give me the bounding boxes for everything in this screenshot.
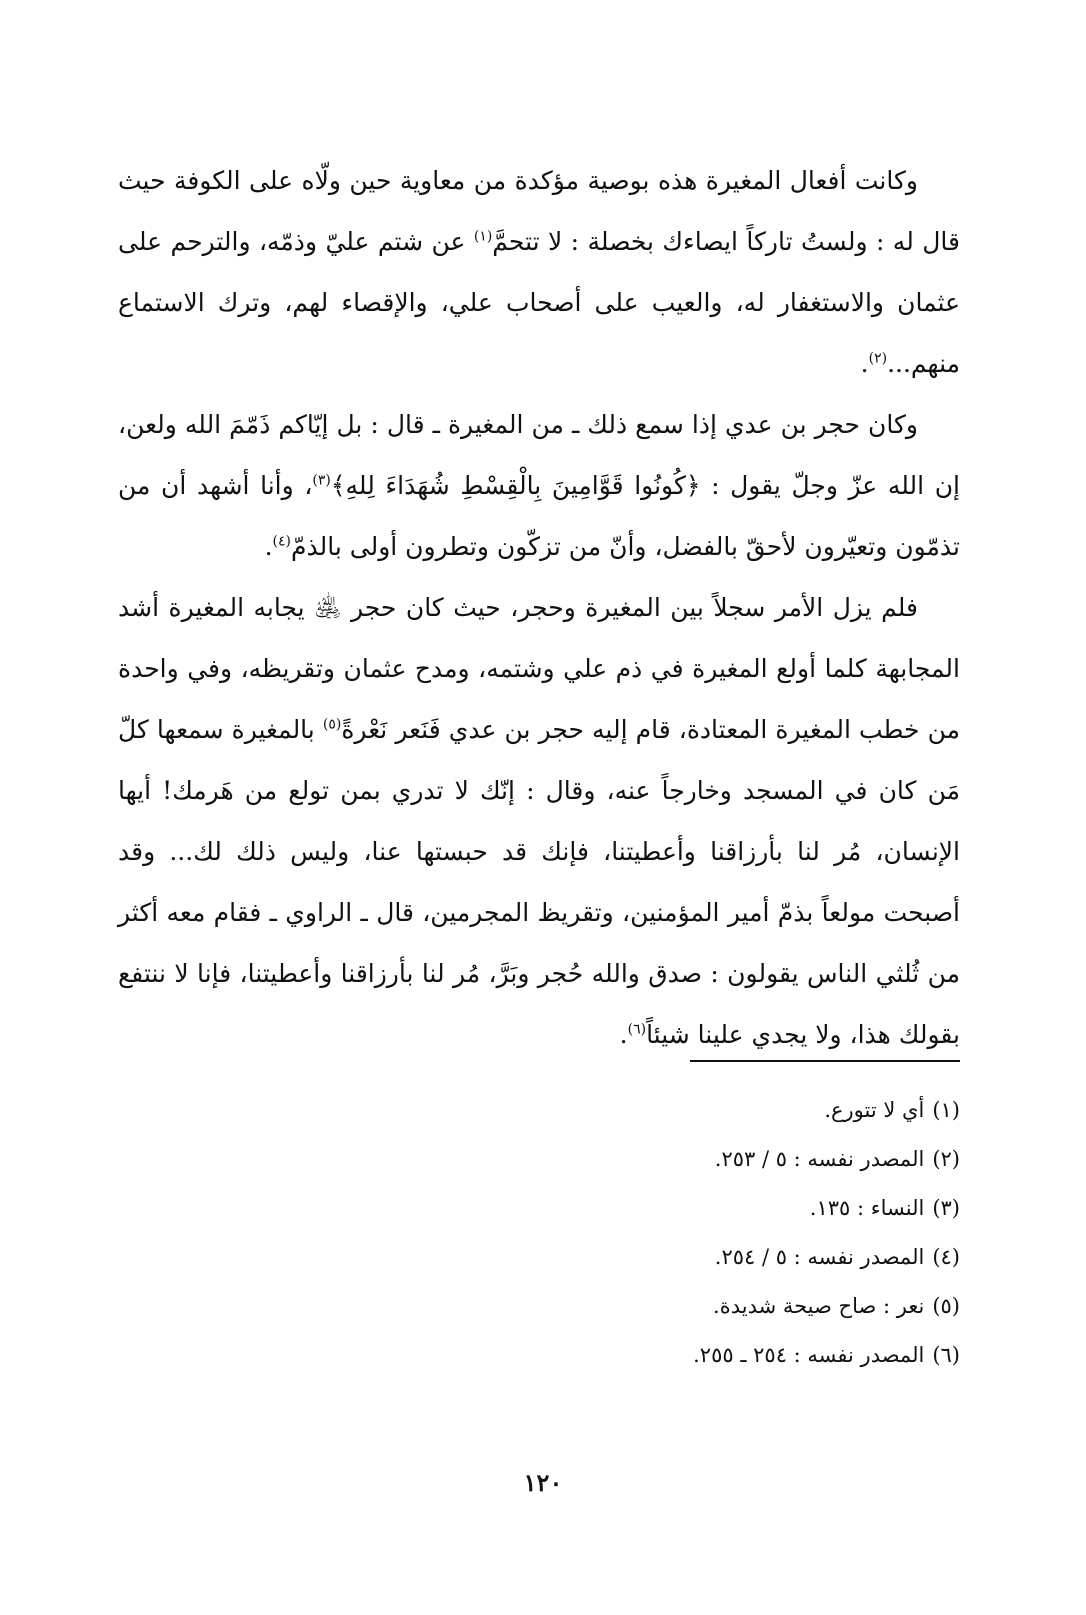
footnote-3 (500, 1184, 960, 1233)
paragraph-2-text-3: . (264, 532, 273, 561)
paragraph-2-text-2: ، وأنا أشهد أن من تذمّون وتعيّرون لأحقّ بالفضل، وأنّ من تزكّون وتطرون أولى بالذمّ (118, 471, 960, 561)
footnote-ref-2: (٢) (868, 350, 888, 367)
footnote-number: (١) (932, 1098, 960, 1122)
paragraph-3 (118, 577, 960, 1065)
footnote-number: (٢) (932, 1147, 960, 1171)
footnote-text: المصدر نفسه : ٥ / ٢٥٤. (714, 1245, 925, 1269)
footnote-2 (500, 1135, 960, 1184)
footnote-6 (500, 1331, 960, 1380)
page-number: ١٢٠ (523, 1468, 563, 1497)
footnote-text: النساء : ١٣٥. (809, 1196, 925, 1220)
footnote-ref-3: (٣) (312, 472, 331, 489)
footnote-text: المصدر نفسه : ٢٥٤ ـ ٢٥٥. (693, 1343, 925, 1367)
footnote-number: (٦) (932, 1343, 960, 1367)
footnote-text: المصدر نفسه : ٥ / ٢٥٣. (714, 1147, 925, 1171)
paragraph-3-text-2: بالمغيرة سمعها كلّ مَن كان في المسجد وخارجاً عنه، وقال : إنّك لا تدري بمن تولع من هَرمك! أيها الإنسان، مُر لنا بأرزاقنا وأعطيتنا، فإنك قد حبستها عنا، وليس ذلك لك... وقد أصبحت مولعاً بذمّ أمير المؤمنين، وتقريظ المجرمين، قال ـ الراوي ـ فقام معه أكثر من ثُلثي الناس يقولون : صدق والله حُجر وبَرَّ، مُر لنا بأرزاقنا وأعطيتنا، فإنا لا ننتفع بقولك هذا، ولا يجدي علينا شيئاً (118, 715, 960, 1049)
footnote-ref-4: (٤) (272, 533, 292, 550)
footnote-ref-1: (١) (473, 228, 493, 245)
paragraph-1 (118, 150, 960, 394)
paragraph-2 (118, 394, 960, 577)
footnotes-list (500, 1086, 960, 1380)
footnote-ref-6: (٦) (627, 1021, 647, 1038)
footnote-number: (٤) (932, 1245, 960, 1269)
paragraph-2-text-1: وكان حجر بن عدي إذا سمع ذلك ـ من المغيرة ـ قال : بل إيّاكم ذَمّمَ الله ولعن، إن الله عزّ وجلّ يقول : ﴿كُونُوا قَوَّامِينَ بِالْقِسْطِ شُهَدَاءَ لِلهِ﴾ (118, 410, 960, 500)
footnote-number: (٣) (932, 1196, 960, 1220)
paragraph-3-text-3: . (619, 1020, 628, 1049)
footnote-1 (500, 1086, 960, 1135)
main-text (118, 150, 960, 1065)
footnote-4 (500, 1233, 960, 1282)
paragraph-1-text-2: عن شتم عليّ وذمّه، والترحم على عثمان والاستغفار له، والعيب على أصحاب علي، والإقصاء لهم، وترك الاستماع منهم... (118, 227, 961, 378)
footnote-5 (500, 1282, 960, 1331)
paragraph-3-text-1: فلم يزل الأمر سجلاً بين المغيرة وحجر، حيث كان حجر ﵁ يجابه المغيرة أشد المجابهة كلما أولع المغيرة في ذم علي وشتمه، ومدح عثمان وتقريظه، وفي واحدة من خطب المغيرة المعتادة، قام إليه حجر بن عدي فَنَعر نَعْرةً (118, 593, 961, 744)
footnote-separator (690, 1060, 960, 1062)
footnote-number: (٥) (932, 1294, 960, 1318)
footnote-text: أي لا تتورع. (824, 1098, 925, 1122)
footnote-text: نعر : صاح صيحة شديدة. (713, 1294, 925, 1318)
footnote-ref-5: (٥) (322, 716, 342, 733)
paragraph-1-text-3: . (860, 349, 869, 378)
paragraph-1-text-1: وكانت أفعال المغيرة هذه بوصية مؤكدة من معاوية حين ولّاه على الكوفة حيث قال له : ولستُ تاركاً ايصاءك بخصلة : لا تتحمَّ (118, 166, 960, 256)
